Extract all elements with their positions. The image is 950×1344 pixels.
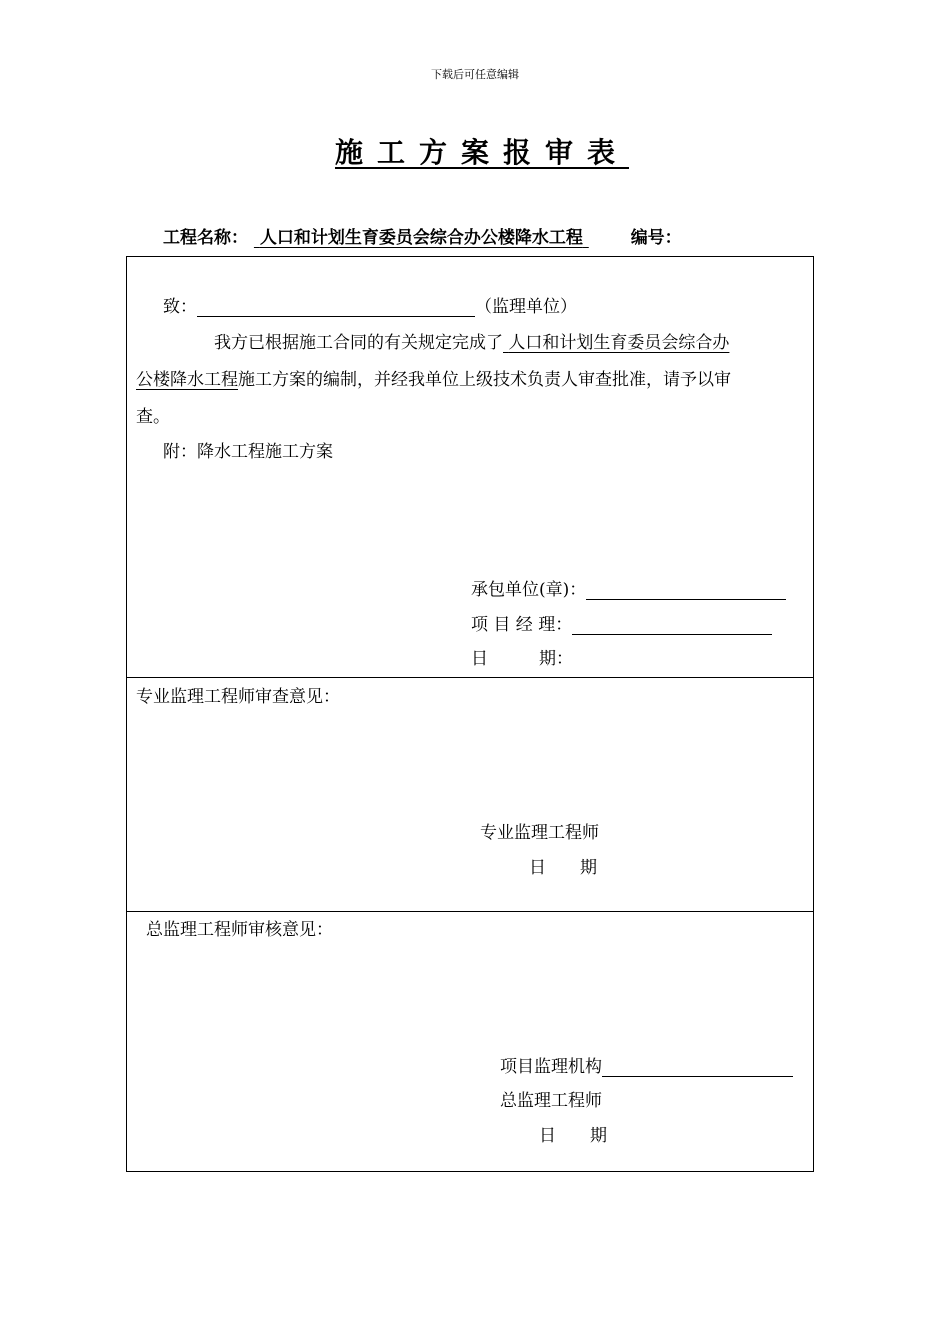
engineer-review-heading: 专业监理工程师审查意见：	[136, 687, 340, 707]
chief-review-heading: 总监理工程师审核意见：	[146, 920, 333, 940]
contractor-field[interactable]	[586, 582, 786, 600]
project-name-label: 工程名称：	[163, 228, 248, 248]
manager-label: 项 目 经 理：	[471, 615, 573, 635]
page-title	[0, 131, 950, 171]
header-note: 下载后可任意编辑	[431, 68, 519, 81]
section-divider-1	[126, 677, 814, 678]
manager-field[interactable]	[572, 617, 772, 635]
org-row	[500, 1052, 793, 1077]
body-line-2: 公楼降水工程施工方案的编制，并经我单位上级技术负责人审查批准，请予以审	[136, 370, 731, 390]
attachment-line: 附：降水工程施工方案	[163, 442, 333, 462]
body-project-name-b: 公楼降水工程	[136, 370, 238, 390]
project-name-value: 人口和计划生育委员会综合办公楼降水工程	[259, 228, 583, 248]
section-divider-2	[126, 911, 814, 912]
supervision-unit-field[interactable]	[197, 299, 475, 317]
to-suffix: （监理单位）	[475, 297, 577, 317]
body-line-3: 查。	[136, 407, 170, 427]
body-line-1: 我方已根据施工合同的有关规定完成了 人口和计划生育委员会综合办	[214, 333, 730, 353]
title-text: 施工方案报审表	[334, 136, 629, 169]
recipient-line	[163, 292, 577, 317]
org-field[interactable]	[602, 1059, 793, 1077]
to-label: 致：	[163, 297, 197, 317]
project-row	[163, 223, 682, 248]
org-label: 项目监理机构	[500, 1057, 602, 1077]
contractor-row	[471, 575, 786, 600]
number-label: 编号：	[630, 228, 682, 248]
engineer-label: 专业监理工程师	[480, 823, 599, 843]
engineer-date-label: 日 期	[529, 858, 597, 878]
body-project-name-a: 人口和计划生育委员会综合办	[508, 333, 730, 353]
chief-date-label: 日 期	[539, 1126, 607, 1146]
contractor-date-label: 日 期：	[471, 649, 573, 669]
chief-label: 总监理工程师	[500, 1091, 602, 1111]
form-table	[126, 256, 814, 1172]
contractor-label: 承包单位(章)：	[471, 580, 587, 600]
manager-row	[471, 610, 772, 635]
